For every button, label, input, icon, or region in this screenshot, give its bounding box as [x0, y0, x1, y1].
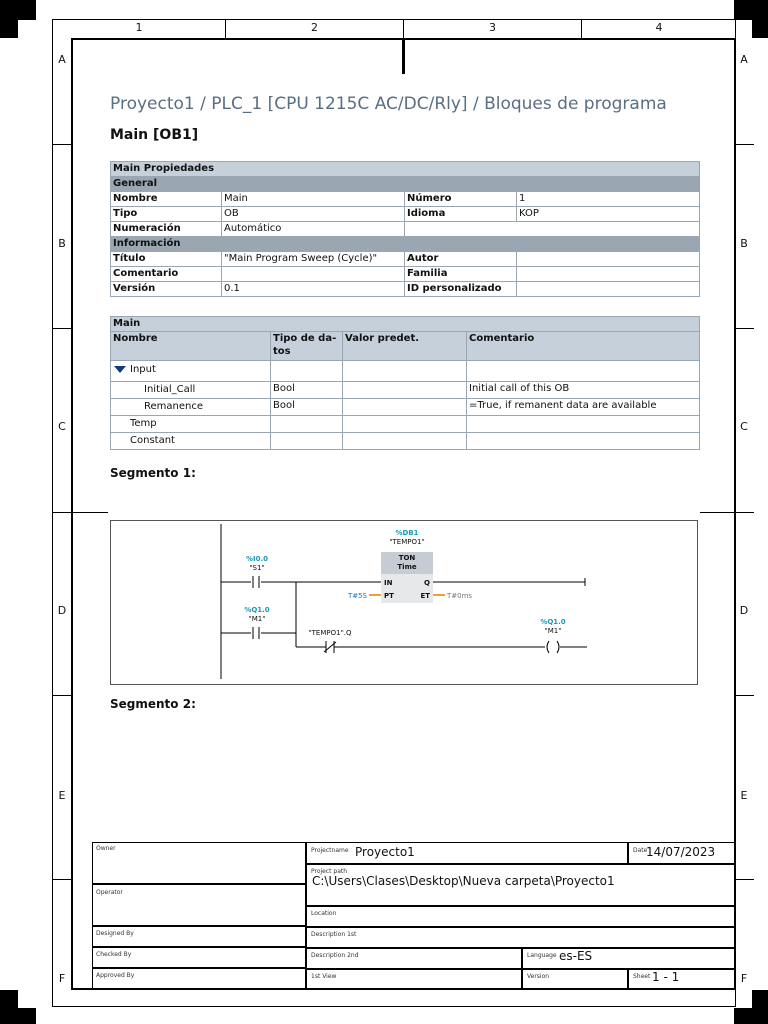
language-cell [522, 948, 735, 969]
location-label: Location [311, 910, 337, 917]
designed-by-label: Designed By [96, 930, 134, 937]
corner-mark [0, 990, 18, 1024]
id-value [517, 282, 700, 297]
col-tipo-header: Tipo de da-tos [271, 332, 343, 361]
contact-i00-address: %I0.0 [245, 555, 269, 563]
sheet-value: 1 - 1 [652, 970, 680, 984]
idioma-value: KOP [517, 207, 700, 222]
nombre-value: Main [222, 192, 405, 207]
informacion-header: Información [111, 237, 700, 252]
empty-cell [467, 361, 700, 382]
operator-cell [92, 884, 306, 926]
checked-by-label: Checked By [96, 951, 132, 958]
owner-cell [92, 842, 306, 884]
column-number: 1 [135, 21, 143, 34]
comentario-value [222, 267, 405, 282]
expand-arrow-icon[interactable] [114, 366, 126, 373]
approved-by-cell [92, 968, 306, 989]
param-type: Bool [271, 382, 343, 399]
interface-table [110, 316, 700, 450]
row-label: A [740, 53, 748, 66]
projectname-value: Proyecto1 [355, 845, 415, 859]
general-header: General [111, 177, 700, 192]
empty-cell [271, 433, 343, 450]
db-name: "TEMPO1" [389, 538, 425, 546]
designed-by-cell [92, 926, 306, 947]
empty-cell [343, 361, 467, 382]
familia-value [517, 267, 700, 282]
row-divider [700, 512, 754, 513]
contact-q10-name: "M1" [248, 615, 266, 623]
col-nombre-header: Nombre [111, 332, 271, 361]
language-label: Language [527, 952, 557, 959]
description1-label: Description 1st [311, 931, 357, 938]
row-divider [53, 512, 108, 513]
empty-cell [343, 416, 467, 433]
view-label: 1st View [311, 973, 337, 980]
corner-mark [752, 990, 768, 1024]
coil-address: %Q1.0 [540, 618, 566, 626]
row-divider [736, 328, 754, 329]
row-divider [736, 144, 754, 145]
block-title: Main [OB1] [110, 127, 199, 143]
param-name: Remanence [111, 399, 271, 416]
row-label: F [740, 972, 748, 985]
properties-table [110, 161, 700, 297]
date-cell [628, 842, 735, 864]
row-label: C [58, 420, 66, 433]
row-label: F [58, 972, 66, 985]
version-value: 0.1 [222, 282, 405, 297]
version-label: Versión [111, 282, 222, 297]
segment-2-title: Segmento 2: [110, 697, 196, 711]
row-label: B [740, 237, 748, 250]
tipo-value: OB [222, 207, 405, 222]
param-default [343, 382, 467, 399]
time-label: Time [397, 563, 417, 571]
row-label: C [740, 420, 748, 433]
ladder-diagram [111, 521, 697, 684]
col-comentario-header: Comentario [467, 332, 700, 361]
empty-cell [343, 433, 467, 450]
view-cell [306, 969, 522, 990]
param-default [343, 399, 467, 416]
nombre-label: Nombre [111, 192, 222, 207]
sheet-cell [628, 969, 735, 990]
in-pin: IN [384, 579, 393, 587]
empty-cell [467, 433, 700, 450]
ton-label: TON [398, 554, 416, 562]
corner-mark [752, 0, 768, 38]
empty-cell [271, 416, 343, 433]
numeracion-value: Automático [222, 222, 405, 237]
param-comment: Initial call of this OB [467, 382, 700, 399]
row-divider [53, 328, 71, 329]
approved-by-label: Approved By [96, 972, 135, 979]
coil-name: "M1" [544, 627, 562, 635]
row-label: E [740, 789, 748, 802]
temp-label: Temp [111, 416, 271, 433]
row-divider [736, 879, 754, 880]
empty-cell [271, 361, 343, 382]
segment-1-title: Segmento 1: [110, 466, 196, 480]
contact-tempo1-q-name: "TEMPO1".Q [308, 629, 352, 637]
language-value: es-ES [559, 949, 593, 963]
familia-label: Familia [405, 267, 517, 282]
row-divider [53, 695, 71, 696]
location-cell [306, 906, 735, 927]
project-path-label: Project path [311, 868, 348, 875]
version-label: Version [527, 973, 550, 980]
contact-q10-address: %Q1.0 [244, 606, 270, 614]
numero-label: Número [405, 192, 517, 207]
sheet-label: Sheet [633, 973, 651, 980]
id-label: ID personalizado [405, 282, 517, 297]
col-valor-header: Valor predet. [343, 332, 467, 361]
column-number: 3 [489, 21, 496, 34]
row-divider [53, 144, 71, 145]
row-label: A [58, 53, 66, 66]
empty-cell [405, 222, 700, 237]
param-comment: =True, if remanent data are available [467, 399, 700, 416]
project-path-value: C:\Users\Clases\Desktop\Nueva carpeta\Proyecto1 [312, 874, 615, 888]
interface-section-header: Main [111, 317, 700, 332]
input-row[interactable] [111, 361, 271, 382]
column-number: 4 [655, 21, 663, 34]
tipo-label: Tipo [111, 207, 222, 222]
page-title: Proyecto1 / PLC_1 [CPU 1215C AC/DC/Rly] / Bloques de programa [110, 94, 667, 114]
db-address: %DB1 [395, 529, 419, 537]
properties-section-header: Main Propiedades [111, 162, 700, 177]
pt-pin: PT [384, 592, 394, 600]
comentario-label: Comentario [111, 267, 222, 282]
corner-mark [0, 0, 18, 38]
row-label: E [58, 789, 66, 802]
center-mark [402, 38, 405, 74]
projectname-cell [306, 842, 628, 864]
constant-label: Constant [111, 433, 271, 450]
param-name: Initial_Call [111, 382, 271, 399]
operator-label: Operator [96, 889, 123, 896]
param-type: Bool [271, 399, 343, 416]
et-pin: ET [420, 592, 430, 600]
date-value: 14/07/2023 [646, 845, 716, 859]
input-label: Input [130, 364, 156, 375]
row-label: B [58, 237, 66, 250]
project-path-cell [306, 864, 735, 906]
titulo-label: Título [111, 252, 222, 267]
date-label: Date [633, 847, 648, 854]
row-label: D [739, 604, 749, 617]
empty-cell [467, 416, 700, 433]
row-divider [53, 879, 71, 880]
row-divider [736, 695, 754, 696]
coil-q10[interactable] [557, 641, 559, 653]
numeracion-label: Numeración [111, 222, 222, 237]
ladder-network-1 [110, 520, 698, 685]
description1-cell [306, 927, 735, 948]
autor-value [517, 252, 700, 267]
checked-by-cell [92, 947, 306, 968]
idioma-label: Idioma [405, 207, 517, 222]
row-label: D [57, 604, 67, 617]
numero-value: 1 [517, 192, 700, 207]
version-cell [522, 969, 628, 990]
q-pin: Q [424, 579, 430, 587]
projectname-label: Projectname [311, 847, 349, 854]
pt-value: T#5S [347, 592, 367, 600]
coil-q10[interactable] [547, 641, 549, 653]
autor-label: Autor [405, 252, 517, 267]
titulo-value: "Main Program Sweep (Cycle)" [222, 252, 405, 267]
column-number: 2 [311, 21, 318, 34]
owner-label: Owner [96, 845, 116, 852]
description2-cell [306, 948, 522, 969]
et-value: T#0ms [447, 592, 473, 600]
contact-i00-name: "S1" [249, 564, 265, 572]
description2-label: Description 2nd [311, 952, 359, 959]
